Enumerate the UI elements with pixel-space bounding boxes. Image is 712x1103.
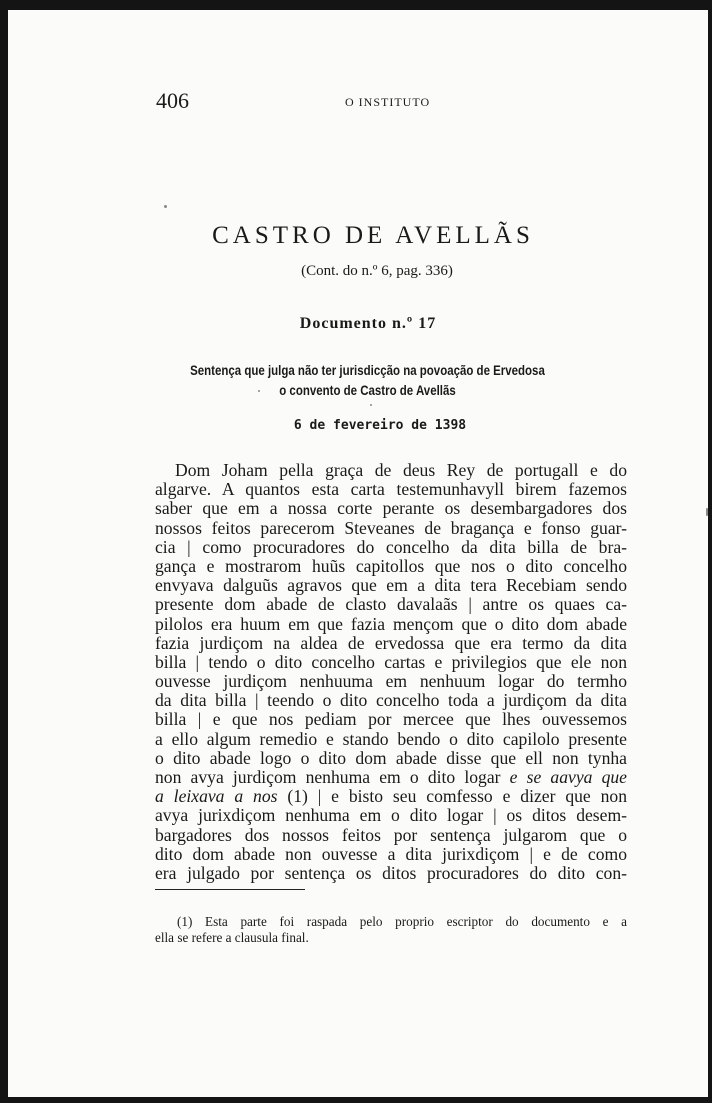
body-line: o dito abade logo o dito dom abade disse que ell non tynha xyxy=(155,747,627,768)
body-line-mixed xyxy=(155,787,627,806)
scan-edge-top xyxy=(0,0,712,10)
continuation-note: (Cont. do n.º 6, pag. 336) xyxy=(301,263,453,279)
body-line: avya jurixdiçom nenhuma em o dito logar | os ditos desem- xyxy=(155,805,627,826)
scan-edge-right xyxy=(708,0,712,1103)
body-line: gança e mostrarom huũs capitollos que nos o dito concelho xyxy=(155,555,627,576)
scan-edge-bottom xyxy=(0,1097,712,1103)
body-line: a ello algum remedio e stando bendo o dito capilolo presente xyxy=(155,728,627,749)
running-head: O INSTITUTO xyxy=(345,95,431,109)
body-line: envyava dalguũs agravos que em a dita tera Recebiam sendo xyxy=(155,575,627,596)
body-line: da dita billa | teendo o dito concelho toda a jurdiçom da dita xyxy=(155,690,627,711)
body-line: presente dom abade de clasto davalaãs | antre os quaes ca- xyxy=(155,594,627,615)
document-body xyxy=(155,461,627,883)
body-line: ouvesse jurdiçom nenhuuma em nenhuum logar do termho xyxy=(155,671,627,692)
body-line: nossos feitos parecerom Steveanes de bragança e fonso guar- xyxy=(155,517,627,538)
document-subtitle-line-1: Sentença que julga não ter jurisdicção na povoação de Ervedosa xyxy=(190,362,545,378)
document-subtitle-line-2: o convento de Castro de Avellãs xyxy=(279,382,456,398)
body-line: billa | tendo o dito concelho cartas e privilegios que ele non xyxy=(155,651,627,672)
body-line: bargadores dos nossos feitos por sentença julgarom que o xyxy=(155,824,627,845)
scan-edge-left xyxy=(0,0,8,1103)
page-number: 406 xyxy=(156,88,189,113)
body-line: fazia jurdiçom na aldea de ervedossa que era termo da dita xyxy=(155,632,627,653)
body-line: algarve. A quantos esta carta testemunhavyll birem fazemos xyxy=(155,479,627,500)
document-date: 6 de fevereiro de 1398 xyxy=(293,418,467,433)
body-line: pilolos era huum em que fazia mençom que o dito dom abade xyxy=(155,613,627,634)
body-line: dito dom abade non ouvesse a dita jurixdiçom | e de como xyxy=(155,843,627,864)
footnote-line: (1) Esta parte foi raspada pelo proprio escriptor do documento e a xyxy=(177,914,627,929)
footnote xyxy=(155,914,627,946)
body-line-roman: non avya jurdiçom nenhuma em o dito logar xyxy=(155,767,501,787)
body-line: Dom Joham pella graça de deus Rey de portugall e do xyxy=(175,460,627,480)
body-line-mixed xyxy=(155,768,627,787)
body-line: cia | como procuradores do concelho da dita billa de bra- xyxy=(155,536,627,557)
body-line-italic: a leixava a nos xyxy=(155,786,278,807)
footnote-divider xyxy=(155,889,305,890)
article-title: CASTRO DE AVELLÃS xyxy=(212,222,534,249)
body-line-italic: e se aavya que xyxy=(509,767,627,787)
footnote-line: ella se refere a clausula final. xyxy=(155,930,309,945)
body-line: billa | e que nos pediam por mercee que lhes ouvessemos xyxy=(155,709,627,730)
body-line: saber que em a nossa corte perante os desembargadores dos xyxy=(155,498,627,519)
body-line: era julgado por sentença os ditos procuradores do dito con- xyxy=(155,862,627,883)
document-label: Documento n.º 17 xyxy=(299,315,437,332)
body-line-roman: (1) | e bisto seu comfesso e dizer que non xyxy=(287,786,627,807)
